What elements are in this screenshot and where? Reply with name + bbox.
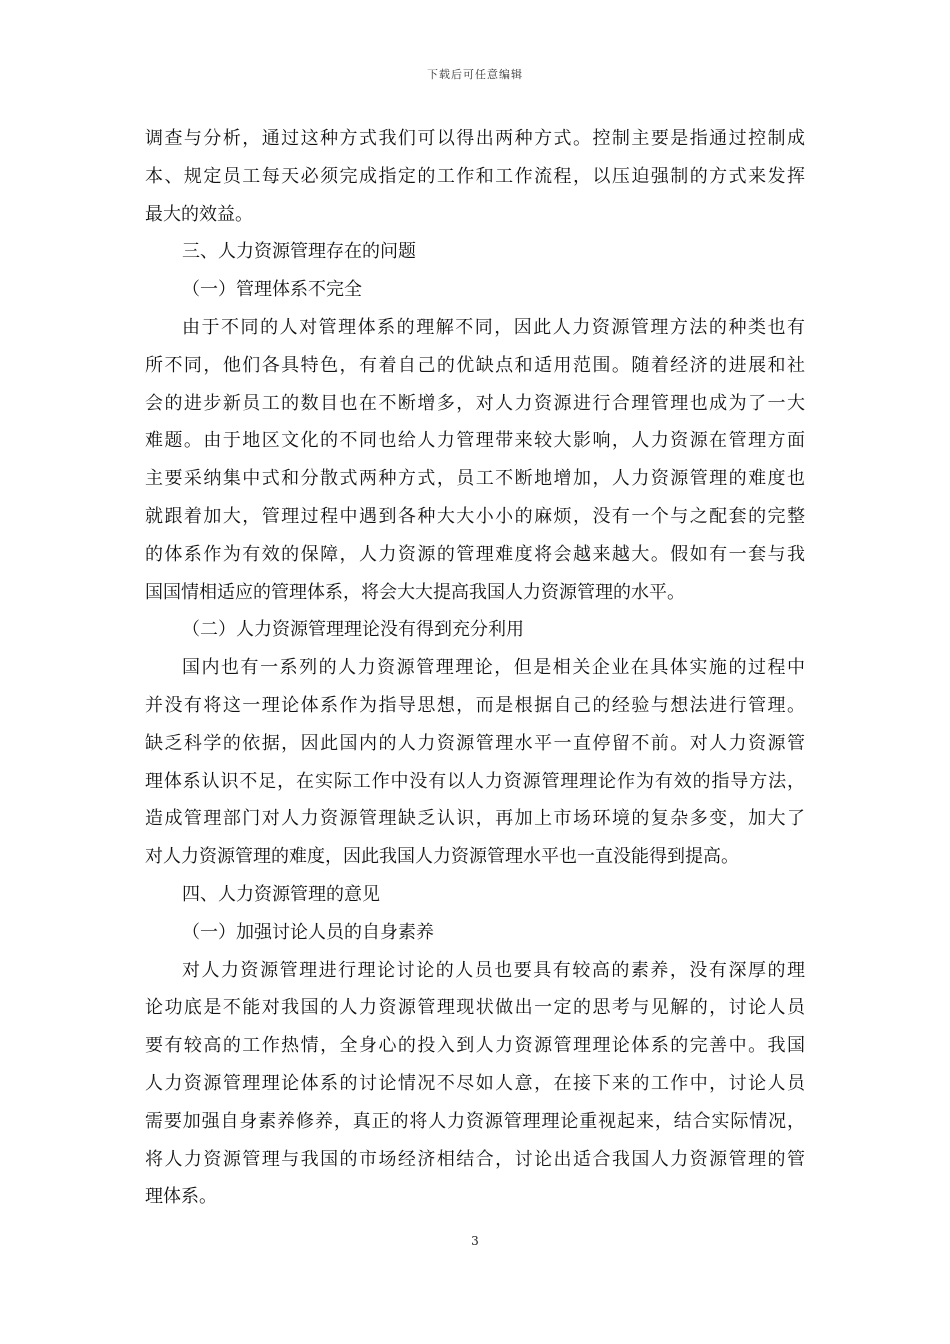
body-line: 最大的效益。 bbox=[145, 203, 253, 225]
subsection-heading: （二）人力资源管理理论没有得到充分利用 bbox=[182, 619, 524, 641]
section-heading: 三、人力资源管理存在的问题 bbox=[182, 241, 416, 263]
body-line: 由于不同的人对管理体系的理解不同，因此人力资源管理方法的种类也有 bbox=[182, 316, 805, 338]
body-line: 论功底是不能对我国的人力资源管理现状做出一定的思考与见解的，讨论人员 bbox=[145, 997, 805, 1019]
subsection-heading: （一）加强讨论人员的自身素养 bbox=[182, 921, 434, 943]
body-line: 理体系。 bbox=[145, 1186, 217, 1208]
body-line: 对人力资源管理的难度，因此我国人力资源管理水平也一直没能得到提高。 bbox=[145, 846, 739, 868]
body-line: 需要加强自身素养修养，真正的将人力资源管理理论重视起来，结合实际情况， bbox=[145, 1110, 805, 1132]
body-line: 要有较高的工作热情，全身心的投入到人力资源管理理论体系的完善中。我国 bbox=[145, 1035, 805, 1057]
body-line: 缺乏科学的依据，因此国内的人力资源管理水平一直停留不前。对人力资源管 bbox=[145, 732, 805, 754]
body-line: 理体系认识不足，在实际工作中没有以人力资源管理理论作为有效的指导方法， bbox=[145, 770, 805, 792]
subsection-heading: （一）管理体系不完全 bbox=[182, 279, 362, 301]
body-line: 主要采纳集中式和分散式两种方式，员工不断地增加，人力资源管理的难度也 bbox=[145, 468, 805, 490]
body-line: 就跟着加大，管理过程中遇到各种大大小小的麻烦，没有一个与之配套的完整 bbox=[145, 505, 805, 527]
section-heading: 四、人力资源管理的意见 bbox=[182, 883, 380, 905]
body-line: 会的进步新员工的数目也在不断增多，对人力资源进行合理管理也成为了一大 bbox=[145, 392, 805, 414]
body-line: 对人力资源管理进行理论讨论的人员也要具有较高的素养，没有深厚的理 bbox=[182, 959, 805, 981]
body-line: 的体系作为有效的保障，人力资源的管理难度将会越来越大。假如有一套与我 bbox=[145, 543, 805, 565]
body-line: 调查与分析，通过这种方式我们可以得出两种方式。控制主要是指通过控制成 bbox=[145, 128, 805, 149]
body-line: 难题。由于地区文化的不同也给人力管理带来较大影响，人力资源在管理方面 bbox=[145, 430, 805, 452]
body-line: 国内也有一系列的人力资源管理理论，但是相关企业在具体实施的过程中 bbox=[182, 657, 805, 679]
body-line: 并没有将这一理论体系作为指导思想，而是根据自己的经验与想法进行管理。 bbox=[145, 694, 805, 716]
document-body bbox=[145, 120, 805, 1216]
page-number: 3 bbox=[471, 1234, 479, 1248]
page-header: 下载后可任意编辑 bbox=[427, 68, 523, 81]
body-line: 将人力资源管理与我国的市场经济相结合，讨论出适合我国人力资源管理的管 bbox=[145, 1148, 805, 1170]
body-line: 所不同，他们各具特色，有着自己的优缺点和适用范围。随着经济的进展和社 bbox=[145, 354, 805, 376]
body-line: 国国情相适应的管理体系，将会大大提高我国人力资源管理的水平。 bbox=[145, 581, 685, 603]
body-line: 造成管理部门对人力资源管理缺乏认识，再加上市场环境的复杂多变，加大了 bbox=[145, 808, 805, 830]
body-line: 本、规定员工每天必须完成指定的工作和工作流程，以压迫强制的方式来发挥 bbox=[145, 165, 805, 187]
body-line: 人力资源管理理论体系的讨论情况不尽如人意，在接下来的工作中，讨论人员 bbox=[145, 1072, 805, 1094]
